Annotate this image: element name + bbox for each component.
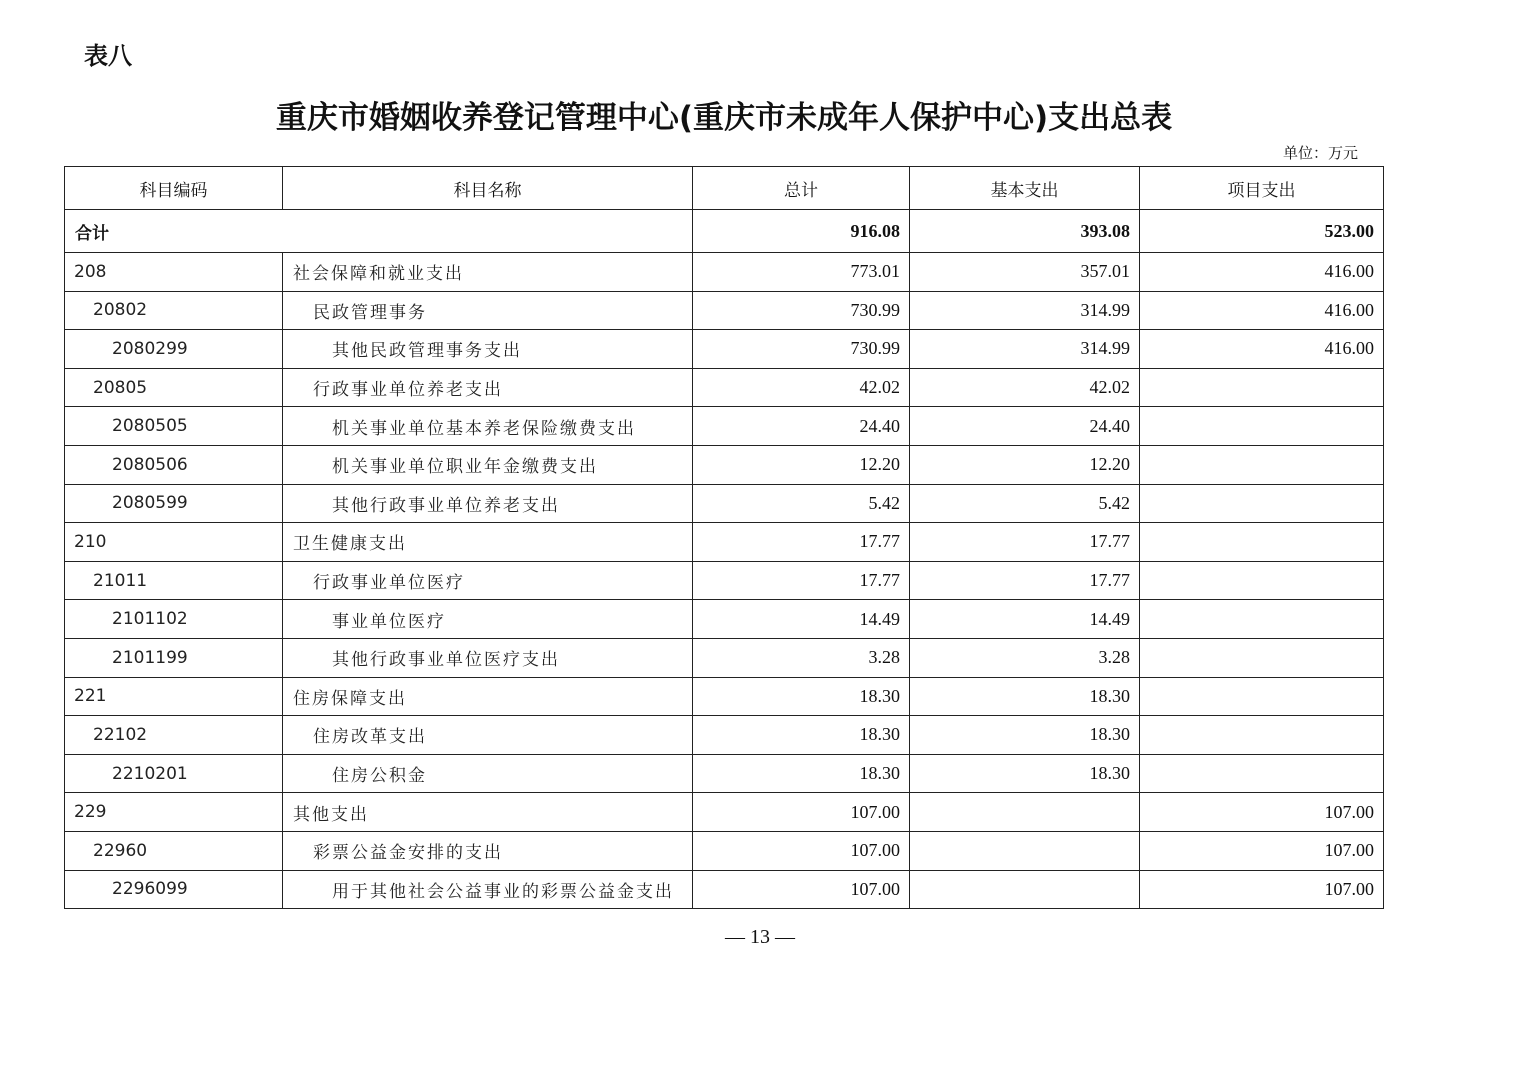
account-code-cell: 2296099 bbox=[65, 870, 283, 909]
column-header-project: 项目支出 bbox=[1140, 167, 1384, 210]
total-cell: 730.99 bbox=[693, 330, 910, 369]
account-code-cell: 2101102 bbox=[65, 600, 283, 639]
project-expense-cell bbox=[1140, 484, 1384, 523]
project-expense-cell bbox=[1140, 716, 1384, 755]
account-name-cell: 用于其他社会公益事业的彩票公益金支出 bbox=[283, 870, 693, 909]
account-name-cell: 事业单位医疗 bbox=[283, 600, 693, 639]
total-cell: 18.30 bbox=[693, 716, 910, 755]
project-expense-cell: 416.00 bbox=[1140, 253, 1384, 292]
total-cell: 17.77 bbox=[693, 561, 910, 600]
account-name-cell: 卫生健康支出 bbox=[283, 523, 693, 562]
basic-expense-cell: 314.99 bbox=[910, 330, 1140, 369]
total-cell: 107.00 bbox=[693, 793, 910, 832]
table-row bbox=[65, 600, 1384, 639]
column-header-code: 科目编码 bbox=[65, 167, 283, 210]
basic-expense-cell: 42.02 bbox=[910, 368, 1140, 407]
account-code-cell: 22102 bbox=[65, 716, 283, 755]
total-cell: 42.02 bbox=[693, 368, 910, 407]
page-title: 重庆市婚姻收养登记管理中心(重庆市未成年人保护中心)支出总表 bbox=[275, 100, 1173, 136]
basic-expense-cell: 17.77 bbox=[910, 561, 1140, 600]
account-code-cell: 22960 bbox=[65, 831, 283, 870]
total-cell: 14.49 bbox=[693, 600, 910, 639]
total-label: 合计 bbox=[65, 210, 693, 253]
account-name-cell: 其他民政管理事务支出 bbox=[283, 330, 693, 369]
table-row bbox=[65, 445, 1384, 484]
total-cell: 107.00 bbox=[693, 831, 910, 870]
account-name-cell: 民政管理事务 bbox=[283, 291, 693, 330]
basic-expense-cell bbox=[910, 870, 1140, 909]
total-basic-cell: 393.08 bbox=[910, 210, 1140, 253]
unit-label: 单位：万元 bbox=[1283, 144, 1359, 162]
account-code-cell: 221 bbox=[65, 677, 283, 716]
account-code-cell: 2080505 bbox=[65, 407, 283, 446]
basic-expense-cell: 18.30 bbox=[910, 754, 1140, 793]
account-name-cell: 机关事业单位基本养老保险缴费支出 bbox=[283, 407, 693, 446]
column-header-name: 科目名称 bbox=[283, 167, 693, 210]
basic-expense-cell: 357.01 bbox=[910, 253, 1140, 292]
account-code-cell: 208 bbox=[65, 253, 283, 292]
total-cell: 3.28 bbox=[693, 638, 910, 677]
account-code-cell: 2080299 bbox=[65, 330, 283, 369]
table-row bbox=[65, 793, 1384, 832]
account-name-cell: 机关事业单位职业年金缴费支出 bbox=[283, 445, 693, 484]
project-expense-cell bbox=[1140, 561, 1384, 600]
account-code-cell: 20805 bbox=[65, 368, 283, 407]
table-row bbox=[65, 638, 1384, 677]
total-cell: 773.01 bbox=[693, 253, 910, 292]
project-expense-cell bbox=[1140, 600, 1384, 639]
account-code-cell: 2210201 bbox=[65, 754, 283, 793]
project-expense-cell bbox=[1140, 638, 1384, 677]
account-code-cell: 2080599 bbox=[65, 484, 283, 523]
project-expense-cell bbox=[1140, 754, 1384, 793]
total-cell: 18.30 bbox=[693, 754, 910, 793]
total-cell: 107.00 bbox=[693, 870, 910, 909]
table-row bbox=[65, 368, 1384, 407]
account-name-cell: 行政事业单位养老支出 bbox=[283, 368, 693, 407]
table-row bbox=[65, 754, 1384, 793]
total-cell: 18.30 bbox=[693, 677, 910, 716]
total-sum-cell: 916.08 bbox=[693, 210, 910, 253]
column-header-total: 总计 bbox=[693, 167, 910, 210]
expenditure-table bbox=[64, 166, 1384, 909]
account-code-cell: 210 bbox=[65, 523, 283, 562]
basic-expense-cell: 18.30 bbox=[910, 677, 1140, 716]
account-name-cell: 其他行政事业单位养老支出 bbox=[283, 484, 693, 523]
page-number: — 13 — bbox=[725, 926, 795, 948]
account-name-cell: 行政事业单位医疗 bbox=[283, 561, 693, 600]
basic-expense-cell bbox=[910, 831, 1140, 870]
table-row bbox=[65, 831, 1384, 870]
total-cell: 730.99 bbox=[693, 291, 910, 330]
account-name-cell: 彩票公益金安排的支出 bbox=[283, 831, 693, 870]
basic-expense-cell: 24.40 bbox=[910, 407, 1140, 446]
table-row bbox=[65, 870, 1384, 909]
table-label: 表八 bbox=[84, 42, 132, 70]
basic-expense-cell: 17.77 bbox=[910, 523, 1140, 562]
account-code-cell: 2080506 bbox=[65, 445, 283, 484]
total-cell: 17.77 bbox=[693, 523, 910, 562]
account-code-cell: 20802 bbox=[65, 291, 283, 330]
project-expense-cell: 107.00 bbox=[1140, 870, 1384, 909]
project-expense-cell: 107.00 bbox=[1140, 793, 1384, 832]
project-expense-cell bbox=[1140, 523, 1384, 562]
table-row bbox=[65, 561, 1384, 600]
project-expense-cell: 416.00 bbox=[1140, 291, 1384, 330]
table-row bbox=[65, 330, 1384, 369]
total-cell: 24.40 bbox=[693, 407, 910, 446]
total-row bbox=[65, 210, 1384, 253]
project-expense-cell: 107.00 bbox=[1140, 831, 1384, 870]
basic-expense-cell: 3.28 bbox=[910, 638, 1140, 677]
account-name-cell: 其他支出 bbox=[283, 793, 693, 832]
basic-expense-cell: 5.42 bbox=[910, 484, 1140, 523]
project-expense-cell bbox=[1140, 368, 1384, 407]
account-name-cell: 其他行政事业单位医疗支出 bbox=[283, 638, 693, 677]
account-code-cell: 229 bbox=[65, 793, 283, 832]
account-code-cell: 21011 bbox=[65, 561, 283, 600]
table-row bbox=[65, 407, 1384, 446]
account-name-cell: 住房公积金 bbox=[283, 754, 693, 793]
project-expense-cell bbox=[1140, 445, 1384, 484]
account-code-cell: 2101199 bbox=[65, 638, 283, 677]
project-expense-cell bbox=[1140, 407, 1384, 446]
column-header-basic: 基本支出 bbox=[910, 167, 1140, 210]
basic-expense-cell: 18.30 bbox=[910, 716, 1140, 755]
total-project-cell: 523.00 bbox=[1140, 210, 1384, 253]
account-name-cell: 社会保障和就业支出 bbox=[283, 253, 693, 292]
account-name-cell: 住房改革支出 bbox=[283, 716, 693, 755]
project-expense-cell: 416.00 bbox=[1140, 330, 1384, 369]
project-expense-cell bbox=[1140, 677, 1384, 716]
table-row bbox=[65, 677, 1384, 716]
table-row bbox=[65, 716, 1384, 755]
basic-expense-cell: 12.20 bbox=[910, 445, 1140, 484]
table-header-row bbox=[65, 167, 1384, 210]
basic-expense-cell bbox=[910, 793, 1140, 832]
table-row bbox=[65, 253, 1384, 292]
basic-expense-cell: 314.99 bbox=[910, 291, 1140, 330]
table-row bbox=[65, 291, 1384, 330]
total-cell: 12.20 bbox=[693, 445, 910, 484]
table-row bbox=[65, 523, 1384, 562]
account-name-cell: 住房保障支出 bbox=[283, 677, 693, 716]
table-row bbox=[65, 484, 1384, 523]
total-cell: 5.42 bbox=[693, 484, 910, 523]
basic-expense-cell: 14.49 bbox=[910, 600, 1140, 639]
